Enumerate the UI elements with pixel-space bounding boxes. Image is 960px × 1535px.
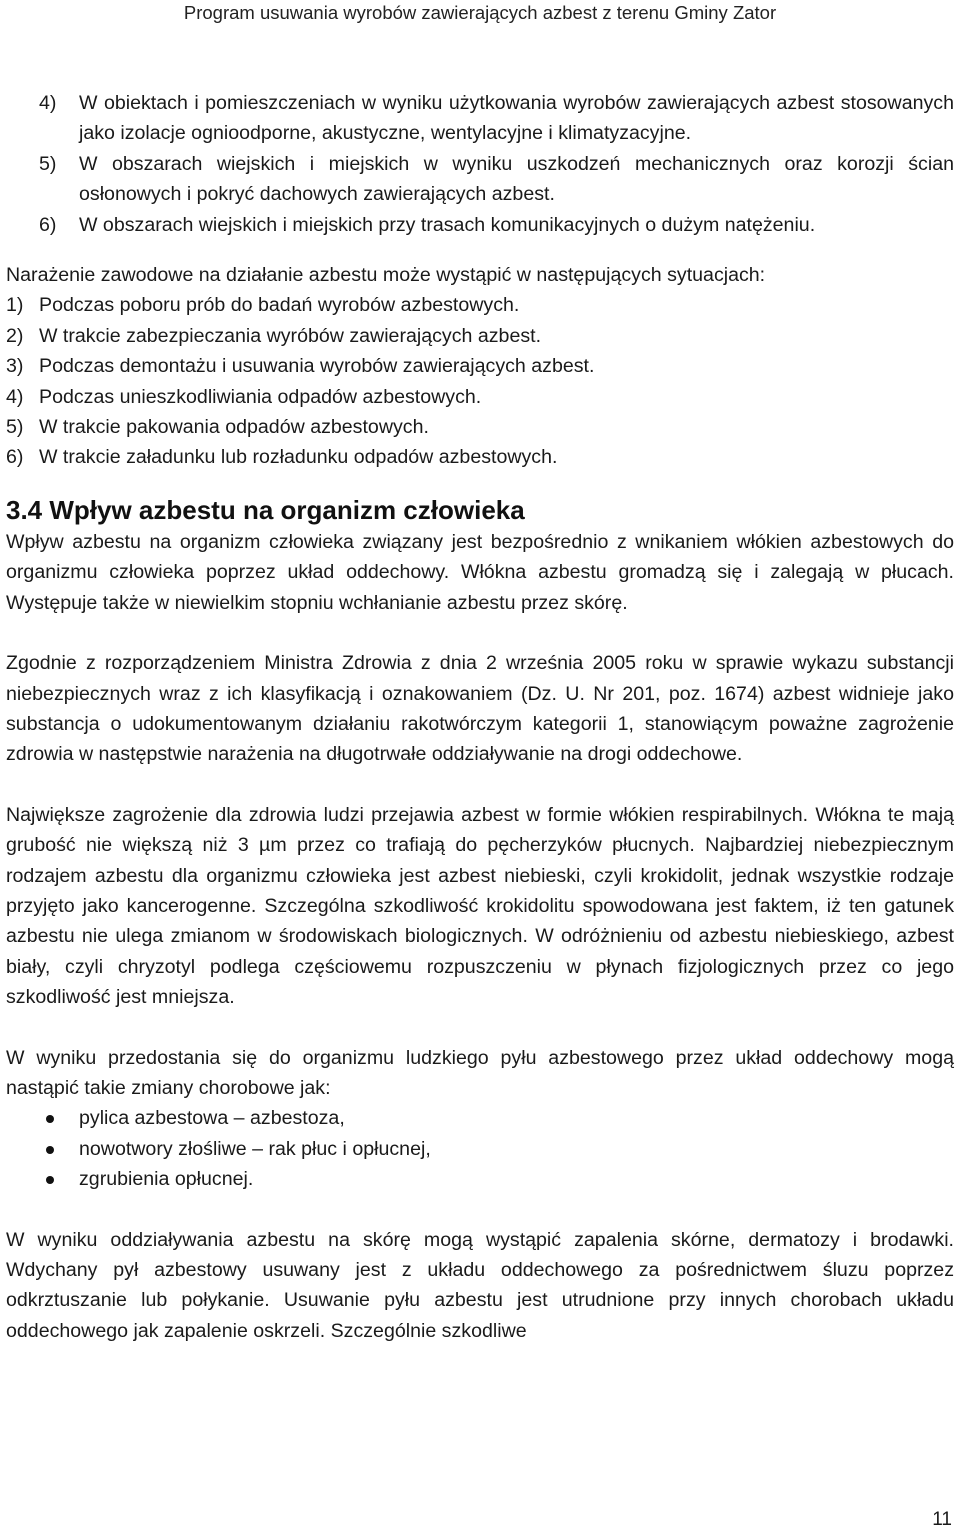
occupational-exposure-intro: Narażenie zawodowe na działanie azbestu może wystąpić w następujących sytuacjach: <box>6 264 766 287</box>
bullet-item: pylica azbestowa – azbestoza, <box>6 1103 954 1133</box>
list-item: 3) Podczas demontażu i usuwania wyrobów zawierających azbest. <box>6 355 595 378</box>
paragraph: Wpływ azbestu na organizm człowieka związany jest bezpośrednio z wnikaniem włókien azbestowych do organizmu człowieka poprzez układ oddechowy. Włókna azbestu gromadzą się i zalegają w płucach. Występuje także w niewielkim stopniu wchłanianie azbestu przez skórę. <box>6 530 954 614</box>
bullet-icon <box>46 1176 54 1184</box>
bullet-item: nowotwory złośliwe – rak płuc i opłucnej, <box>6 1134 954 1164</box>
document-body <box>6 88 954 1346</box>
occupational-exposure-list <box>6 290 954 472</box>
list-item: 6) W obszarach wiejskich i miejskich przy trasach komunikacyjnych o dużym natężeniu. <box>39 213 816 236</box>
section-heading: 3.4 Wpływ azbestu na organizm człowieka <box>6 494 525 525</box>
list-item: 6) W trakcie załadunku lub rozładunku odpadów azbestowych. <box>6 446 558 469</box>
bullet-icon <box>46 1146 54 1154</box>
paragraph: W wyniku przedostania się do organizmu ludzkiego pyłu azbestowego przez układ oddechowy mogą nastąpić takie zmiany chorobowe jak: <box>6 1046 954 1099</box>
bullet-item: zgrubienia opłucnej. <box>6 1164 954 1194</box>
list-item: 1) Podczas poboru prób do badań wyrobów azbestowych. <box>6 294 520 317</box>
bullet-icon <box>46 1115 54 1123</box>
running-header: Program usuwania wyrobów zawierających azbest z terenu Gminy Zator <box>183 2 777 23</box>
paragraph: Największe zagrożenie dla zdrowia ludzi przejawia azbest w formie włókien respirabilnych. Włókna te mają grubość nie większą niż 3 µm przez co trafiają do pęcherzyków płucnych. Najbardziej niebezpiecznym rodzajem azbestu dla organizmu człowieka jest azbest niebieski, czyli krokidolit, jednak wszystkie rodzaje przyjęto jako kancerogenne. Szczególna szkodliwość krokidolitu spowodowana jest faktem, iż ten gatunek azbestu nie ulega zmianom w środowiskach biologicznych. W odróżnieniu od azbestu niebieskiego, azbest biały, czyli chryzotyl podlega częściowemu rozpuszczeniu w płynach fizjologicznych przez co jego szkodliwość jest mniejsza. <box>6 803 954 1009</box>
paragraph: Zgodnie z rozporządzeniem Ministra Zdrowia z dnia 2 września 2005 roku w sprawie wykazu substancji niebezpiecznych wraz z ich klasyfikacją i oznakowaniem (Dz. U. Nr 201, poz. 1674) azbest widnieje jako substancja o udokumentowanym działaniu rakotwórczym kategorii 1, stanowiącym poważne zagrożenie zdrowia w następstwie narażenia na długotrwałe oddziaływanie na drogi oddechowe. <box>6 652 954 766</box>
list-item: 5) W trakcie pakowania odpadów azbestowych. <box>6 416 429 439</box>
exposure-places-list <box>6 88 954 240</box>
list-item: 5) W obszarach wiejskich i miejskich w wyniku uszkodzeń mechanicznych oraz korozji ścian osłonowych i pokryć dachowych zawierających azbest. <box>39 152 954 206</box>
page-number: 11 <box>932 1509 952 1530</box>
list-item: 4) Podczas unieszkodliwiania odpadów azbestowych. <box>6 385 482 408</box>
disease-list <box>6 1103 954 1194</box>
list-item: 2) W trakcie zabezpieczania wyróbów zawierających azbest. <box>6 324 542 347</box>
list-item: 4) W obiektach i pomieszczeniach w wyniku użytkowania wyrobów zawierających azbest stosowanych jako izolacje ognioodporne, akustyczne, wentylacyjne i klimatyzacyjne. <box>39 92 954 145</box>
paragraph: W wyniku oddziaływania azbestu na skórę mogą wystąpić zapalenia skórne, dermatozy i brodawki. Wdychany pył azbestowy usuwany jest z układu oddechowego za pośrednictwem śluzu poprzez odkrztuszanie lub połykanie. Usuwanie pyłu azbestu jest utrudnione przy innych chorobach układu oddechowego jak zapalenie oskrzeli. Szczególnie szkodliwe <box>6 1228 954 1342</box>
